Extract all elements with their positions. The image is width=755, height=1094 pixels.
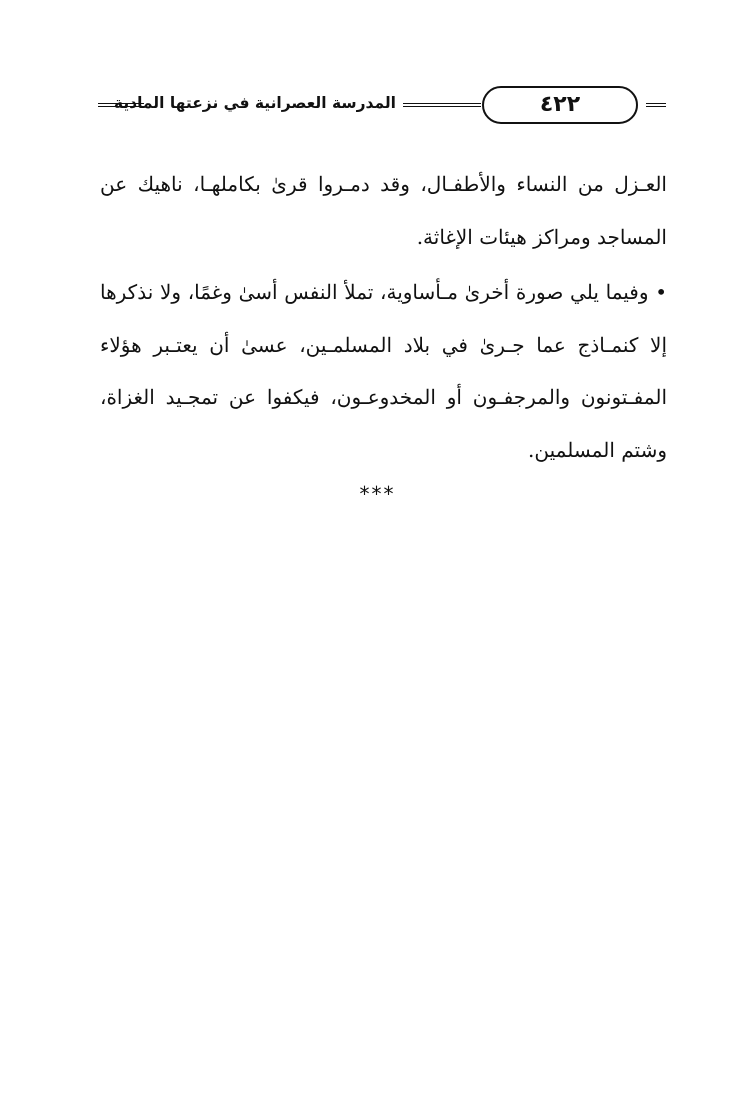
body-text [100,158,667,476]
section-separator: *** [359,482,396,506]
paragraph-2: • وفيما يلي صورة أخرىٰ مـأساوية، تملأ النفس أسىٰ وغمًا، ولا نذكرها إلا كنمـاذج عما جـرىٰ في بلاد المسلمـين، عسىٰ أن يعتـبر هؤلاء المفـتونون والمرجفـون أو المخدوعـون، فيكفوا عن تمجـيد الغزاة، وشتم المسلمين. [100,280,667,462]
header-rule-right [646,103,666,107]
header-rule-middle [403,103,481,107]
paragraph-1: العـزل من النساء والأطفـال، وقد دمـروا قرىٰ بكاملهـا، ناهيك عن المساجد ومراكز هيئات الإغاثة. [100,172,667,249]
book-title: المدرسة العصرانية في نزعتها المادية [113,94,396,112]
page-number: ٤٢٢ [539,92,581,117]
running-header [98,82,666,132]
page-number-badge [482,86,638,124]
